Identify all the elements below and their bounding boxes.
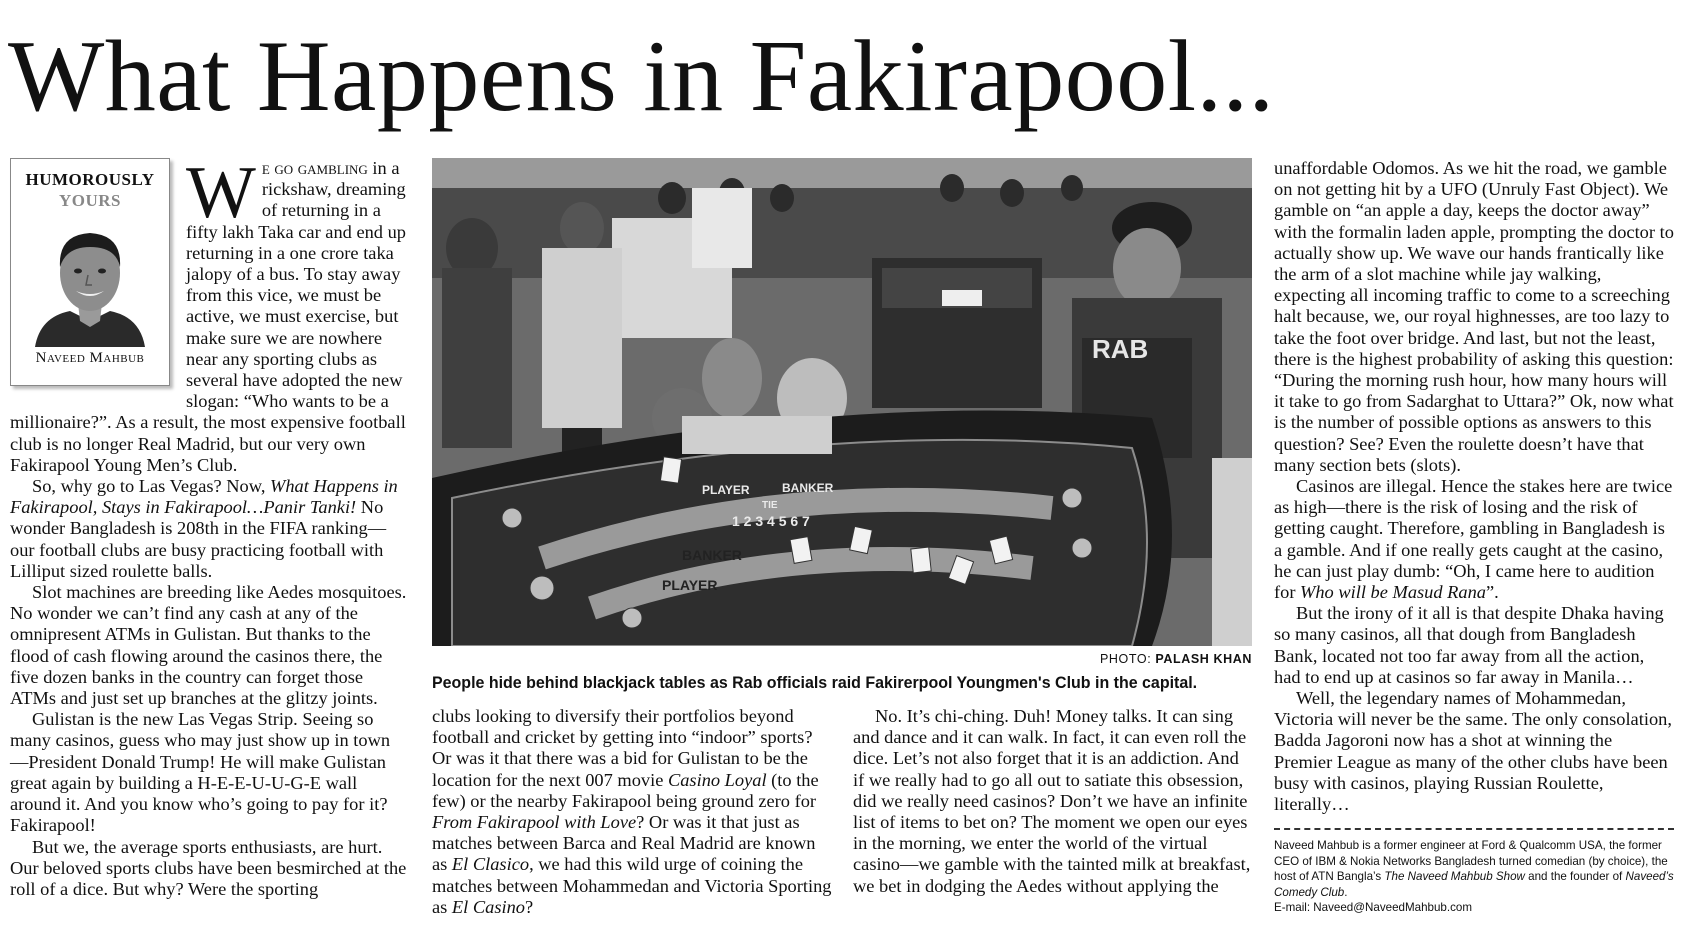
photo-caption: People hide behind blackjack tables as Rab officials raid Fakirerpool Youngmen's Club in the capital. bbox=[432, 673, 1198, 692]
table-text-banker: BANKER bbox=[782, 481, 834, 495]
article-paragraph: Slot machines are breeding like Aedes mosquitoes. No wonder we can’t find any cash at any of the omnipresent ATMs in Gulistan. But thanks to the flood of cash flowing around the casinos there, the five dozen banks in the country can forget those ATMs and just set up branches at the glitzy joints. bbox=[10, 582, 407, 709]
lead-in: e go gambling bbox=[261, 158, 368, 178]
article-paragraph: unaffordable Odomos. As we hit the road, we gamble on not getting hit by a UFO (Unruly Fast Object). We gamble on “an apple a day, keeps the doctor away” with the formalin laden apple, prompting the doctor to actually show up. We wave our hands frantically like the arm of a slot machine while jay walking, expecting all incoming traffic to come to a screeching halt because, we, our royal highnesses, are too lazy to take the foot over bridge. And last, but not the least, there is the highest probability of asking this question: “During the morning rush hour, how many hours will it take to go from Sadarghat to Uttara?” Ok, now what is the number of possible options as answers to this question? See? Even the roulette doesn’t have that many section bets (slots). bbox=[1274, 158, 1674, 475]
author-bio: Naveed Mahbub is a former engineer at Ford & Qualcomm USA, the former CEO of IBM & Nokia Networks Bangladesh turned comedian (by choice), the host of ATN Bangla’s The Naveed Mahbub Show and the founder of Naveed’s Comedy Club. E-mail: Naveed@NaveedMahbub.com bbox=[1274, 838, 1676, 916]
column-byline-box bbox=[10, 158, 170, 386]
table-text-player-2: PLAYER bbox=[662, 577, 718, 593]
article-column-2 bbox=[432, 706, 832, 918]
news-photo bbox=[432, 158, 1252, 646]
article-column-3 bbox=[853, 706, 1253, 897]
author-email: E-mail: Naveed@NaveedMahbub.com bbox=[1274, 901, 1473, 915]
article-column-1 bbox=[10, 152, 408, 900]
article-paragraph: But we, the average sports enthusiasts, are hurt. Our beloved sports clubs have been besmirched at the roll of a dice. But why? Were the sporting bbox=[10, 836, 407, 899]
article-paragraph: No. It’s chi-ching. Duh! Money talks. It can sing and dance and it can walk. In fact, it can even roll the dice. Let’s not also forget that it is an addiction. And if we really had to go all out to satiate this obsession, did we really need casinos? Don’t we have an infinite list of items to bet on? The moment we open our eyes in the morning, we enter the world of the virtual casino—we gamble with the tainted milk at breakfast, we bet in dodging the Aedes without applying the bbox=[853, 706, 1251, 896]
headline: What Happens in Fakirapool... bbox=[8, 20, 1275, 133]
bio-divider bbox=[1274, 828, 1674, 830]
rab-patch-text: RAB bbox=[1092, 334, 1149, 364]
column-author-name: Naveed Mahbub bbox=[35, 349, 145, 366]
article-column-4 bbox=[1274, 158, 1674, 815]
photo-credit: PHOTO: PALASH KHAN bbox=[1099, 652, 1252, 666]
article-paragraph: clubs looking to diversify their portfolios beyond football and cricket by getting into “indoor” sports? Or was it that there was a bid for Gulistan to be the location for the next 007 movie Casino Loyal (to the few) or the nearby Fakirapool being ground zero for From Fakirapool with Love? Or was it that just as matches between Barca and Real Madrid are known as El Clasico, we had this wild urge of coining the matches between Mohammedan and Victoria Sporting as El Casino? bbox=[432, 706, 832, 917]
table-text-numbers: 1 2 3 4 5 6 7 bbox=[732, 513, 810, 529]
table-text-player: PLAYER bbox=[702, 483, 750, 497]
article-paragraph: We go gambling in a rickshaw, dreaming of returning in a fifty lakh Taka car and end up returning in a one crore taka jalopy of a bus. To stay away from this vice, we must be active, we must exercise, but make sure we are nowhere near any sporting clubs as several have adopted the new slogan: “Who wants to be a millionaire?”. As a result, the most expensive football club is no longer Real Madrid, but our very own Fakirapool Young Men’s Club. bbox=[10, 152, 406, 475]
column-kicker: HUMOROUSLY bbox=[25, 170, 155, 189]
article-paragraph: Gulistan is the new Las Vegas Strip. Seeing so many casinos, guess who may just show up in town—President Donald Trump! He will make Gulistan great again by building a H-E-E-U-U-G-E wall around it. And you know who’s going to pay for it? Fakirapool! bbox=[10, 709, 391, 836]
article-paragraph: Well, the legendary names of Mohammedan, Victoria will never be the same. The only consolation, Badda Jagoroni now has a shot at winning the Premier League as many of the other clubs have been busy with casinos, playing Russian Roulette, literally… bbox=[1274, 688, 1672, 815]
drop-cap: W bbox=[186, 152, 256, 234]
table-text-banker-2: BANKER bbox=[682, 547, 742, 563]
article-paragraph: But the irony of it all is that despite Dhaka having so many casinos, all that dough from Bangladesh Bank, located not too far away from all the action, had to end up at casinos so far away in Manila… bbox=[1274, 603, 1664, 687]
column-kicker-sub: YOURS bbox=[58, 191, 121, 211]
article-paragraph: So, why go to Las Vegas? Now, What Happens in Fakirapool, Stays in Fakirapool…Panir Tanki! No wonder Bangladesh is 208th in the FIFA ranking—our football clubs are busy practicing football with Lilliput sized roulette balls. bbox=[10, 476, 398, 581]
author-portrait bbox=[30, 217, 150, 347]
article-paragraph: Casinos are illegal. Hence the stakes here are twice as high—there is the risk of losing and the risk of getting caught. Therefore, gambling in Bangladesh is a gamble. And if one really gets caught at the casino, he can just play dumb: “Oh, I came here to audition for Who will be Masud Rana”. bbox=[1274, 476, 1673, 603]
table-text-tie: TIE bbox=[762, 500, 778, 511]
